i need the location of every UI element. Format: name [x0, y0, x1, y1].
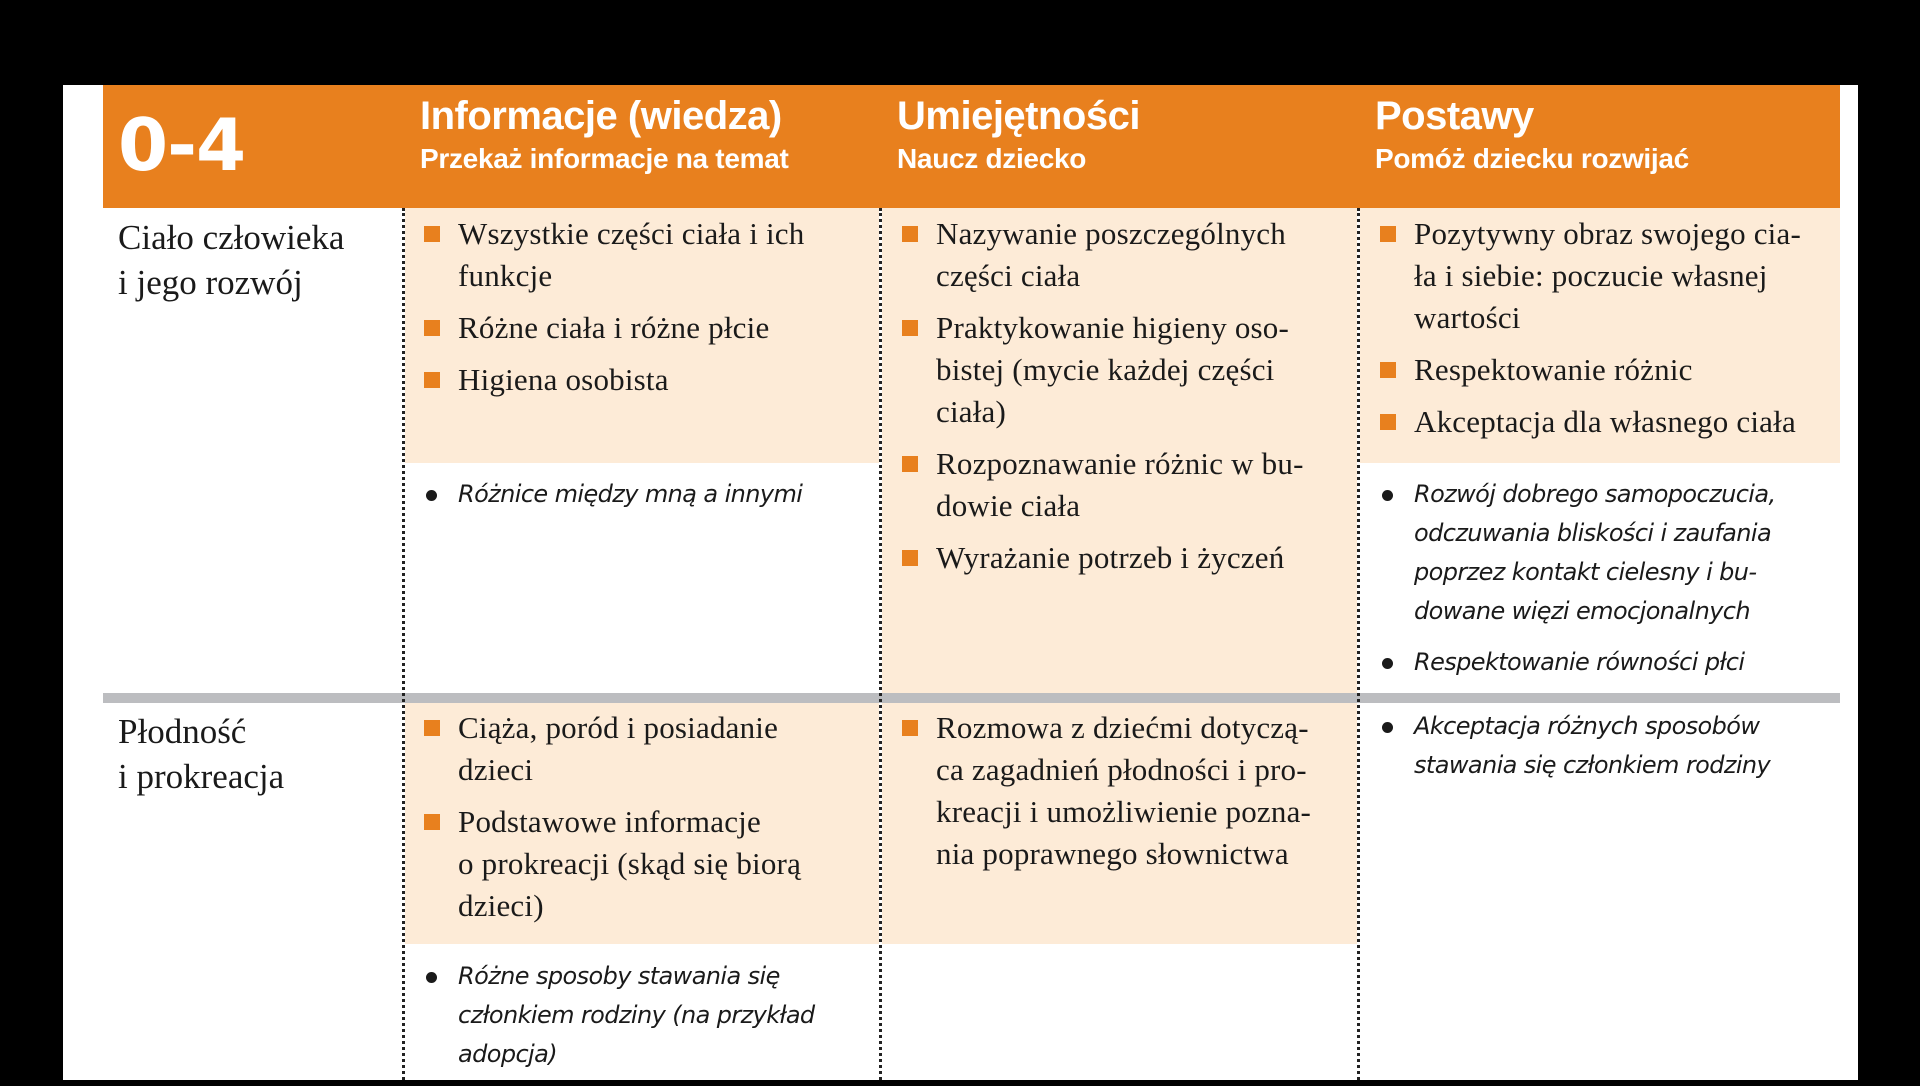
list-item-line: ciała) — [936, 394, 1007, 429]
list-item-line: Higiena osobista — [458, 362, 669, 397]
orange-square-bullet-icon — [1380, 414, 1396, 430]
list-item-line: Rozpoznawanie różnic w bu- — [936, 446, 1304, 481]
r1-postawy-key — [1380, 213, 1801, 453]
list-item-line: Rozmowa z dziećmi dotyczą- — [936, 710, 1309, 745]
key-list-item — [424, 801, 801, 927]
key-list-item — [902, 707, 1311, 875]
black-dot-bullet-icon — [426, 490, 437, 501]
orange-square-bullet-icon — [902, 456, 918, 472]
list-item-line: o prokreacji (skąd się biorą — [458, 846, 802, 881]
header-col-postawy — [1375, 93, 1689, 177]
key-list-item — [902, 307, 1304, 433]
list-item-line: Akceptacja dla własnego ciała — [1414, 404, 1796, 439]
list-item-line: dzieci) — [458, 888, 544, 923]
list-item-line: wartości — [1414, 300, 1521, 335]
list-item-line: Pozytywny obraz swojego cia- — [1414, 216, 1801, 251]
orange-square-bullet-icon — [902, 550, 918, 566]
orange-square-bullet-icon — [1380, 226, 1396, 242]
list-item-line: Wszystkie części ciała i ich — [458, 216, 805, 251]
list-item-line: stawania się członkiem rodziny — [1414, 751, 1771, 779]
matrix-page — [63, 85, 1858, 1080]
key-list-item — [424, 359, 804, 401]
orange-square-bullet-icon — [424, 720, 440, 736]
list-item-line: nia poprawnego słownictwa — [936, 836, 1289, 871]
r2-postawy-extra — [1380, 707, 1770, 797]
r2-umiejetnosci-key — [902, 707, 1311, 885]
black-dot-bullet-icon — [1382, 490, 1393, 501]
key-list-item — [1380, 401, 1801, 443]
key-list-item — [1380, 213, 1801, 339]
key-list-item — [902, 537, 1304, 579]
orange-square-bullet-icon — [902, 226, 918, 242]
header-col-informacje — [420, 93, 789, 177]
row-label-line: Płodność — [118, 712, 247, 751]
supplementary-list-item — [424, 957, 815, 1074]
list-item-line: dzieci — [458, 752, 534, 787]
header-title: Postawy — [1375, 94, 1534, 138]
list-item-line: ła i siebie: poczucie własnej — [1414, 258, 1768, 293]
orange-square-bullet-icon — [424, 320, 440, 336]
key-list-item — [902, 213, 1304, 297]
column-divider — [402, 208, 405, 1080]
list-item-line: poprzez kontakt cielesny i bu- — [1414, 558, 1757, 586]
row-label-line: i prokreacja — [118, 757, 285, 796]
header-subtitle: Pomóż dziecku rozwijać — [1375, 143, 1689, 174]
r2-informacje-extra — [424, 957, 815, 1086]
r1-umiejetnosci-key — [902, 213, 1304, 589]
r2-informacje-key — [424, 707, 801, 937]
row-separator — [103, 693, 1840, 703]
table-header — [103, 85, 1840, 208]
list-item-line: części ciała — [936, 258, 1081, 293]
r1-informacje-extra — [424, 475, 802, 526]
orange-square-bullet-icon — [424, 814, 440, 830]
black-dot-bullet-icon — [426, 972, 437, 983]
black-dot-bullet-icon — [1382, 658, 1393, 669]
list-item-line: kreacji i umożliwienie pozna- — [936, 794, 1312, 829]
header-title: Umiejętności — [897, 94, 1140, 138]
column-divider — [1357, 208, 1360, 1080]
supplementary-list-item — [1380, 475, 1776, 631]
list-item-line: ca zagadnień płodności i pro- — [936, 752, 1307, 787]
key-list-item — [424, 707, 801, 791]
header-subtitle: Przekaż informacje na temat — [420, 143, 789, 174]
list-item-line: Respektowanie równości płci — [1414, 648, 1745, 676]
orange-square-bullet-icon — [424, 226, 440, 242]
list-item-line: Praktykowanie higieny oso- — [936, 310, 1290, 345]
list-item-line: Respektowanie różnic — [1414, 352, 1693, 387]
list-item-line: Rozwój dobrego samopoczucia, — [1414, 480, 1776, 508]
row-label-line: Ciało człowieka — [118, 218, 345, 257]
column-divider — [879, 208, 882, 1080]
list-item-line: odczuwania bliskości i zaufania — [1414, 519, 1772, 547]
r1-postawy-extra — [1380, 475, 1776, 694]
list-item-line: Nazywanie poszczególnych — [936, 216, 1286, 251]
row-label-cialo — [118, 215, 344, 305]
supplementary-list-item — [1380, 643, 1776, 682]
key-list-item — [902, 443, 1304, 527]
orange-square-bullet-icon — [1380, 362, 1396, 378]
list-item-line: Akceptacja różnych sposobów — [1414, 712, 1760, 740]
orange-square-bullet-icon — [902, 720, 918, 736]
list-item-line: Różne sposoby stawania się — [458, 962, 780, 990]
header-col-umiejetnosci — [897, 93, 1140, 177]
orange-square-bullet-icon — [424, 372, 440, 388]
list-item-line: adopcja) — [458, 1040, 557, 1068]
key-list-item — [424, 213, 804, 297]
row-label-line: i jego rozwój — [118, 263, 303, 302]
header-subtitle: Naucz dziecko — [897, 143, 1087, 174]
row-label-plodnosc — [118, 709, 284, 799]
black-dot-bullet-icon — [1382, 722, 1393, 733]
list-item-line: Podstawowe informacje — [458, 804, 761, 839]
list-item-line: dowie ciała — [936, 488, 1081, 523]
key-list-item — [1380, 349, 1801, 391]
list-item-line: Różne ciała i różne płcie — [458, 310, 770, 345]
list-item-line: członkiem rodziny (na przykład — [458, 1001, 815, 1029]
list-item-line: bistej (mycie każdej części — [936, 352, 1275, 387]
header-title: Informacje (wiedza) — [420, 94, 782, 138]
key-list-item — [424, 307, 804, 349]
list-item-line: Wyrażanie potrzeb i życzeń — [936, 540, 1285, 575]
orange-square-bullet-icon — [902, 320, 918, 336]
list-item-line: funkcje — [458, 258, 553, 293]
supplementary-list-item — [424, 475, 802, 514]
list-item-line: Różnice między mną a innymi — [458, 480, 803, 508]
r1-informacje-key — [424, 213, 804, 411]
supplementary-list-item — [1380, 707, 1770, 785]
list-item-line: Ciąża, poród i posiadanie — [458, 710, 779, 745]
list-item-line: dowane więzi emocjonalnych — [1414, 597, 1750, 625]
age-group-label: 0-4 — [118, 103, 246, 187]
